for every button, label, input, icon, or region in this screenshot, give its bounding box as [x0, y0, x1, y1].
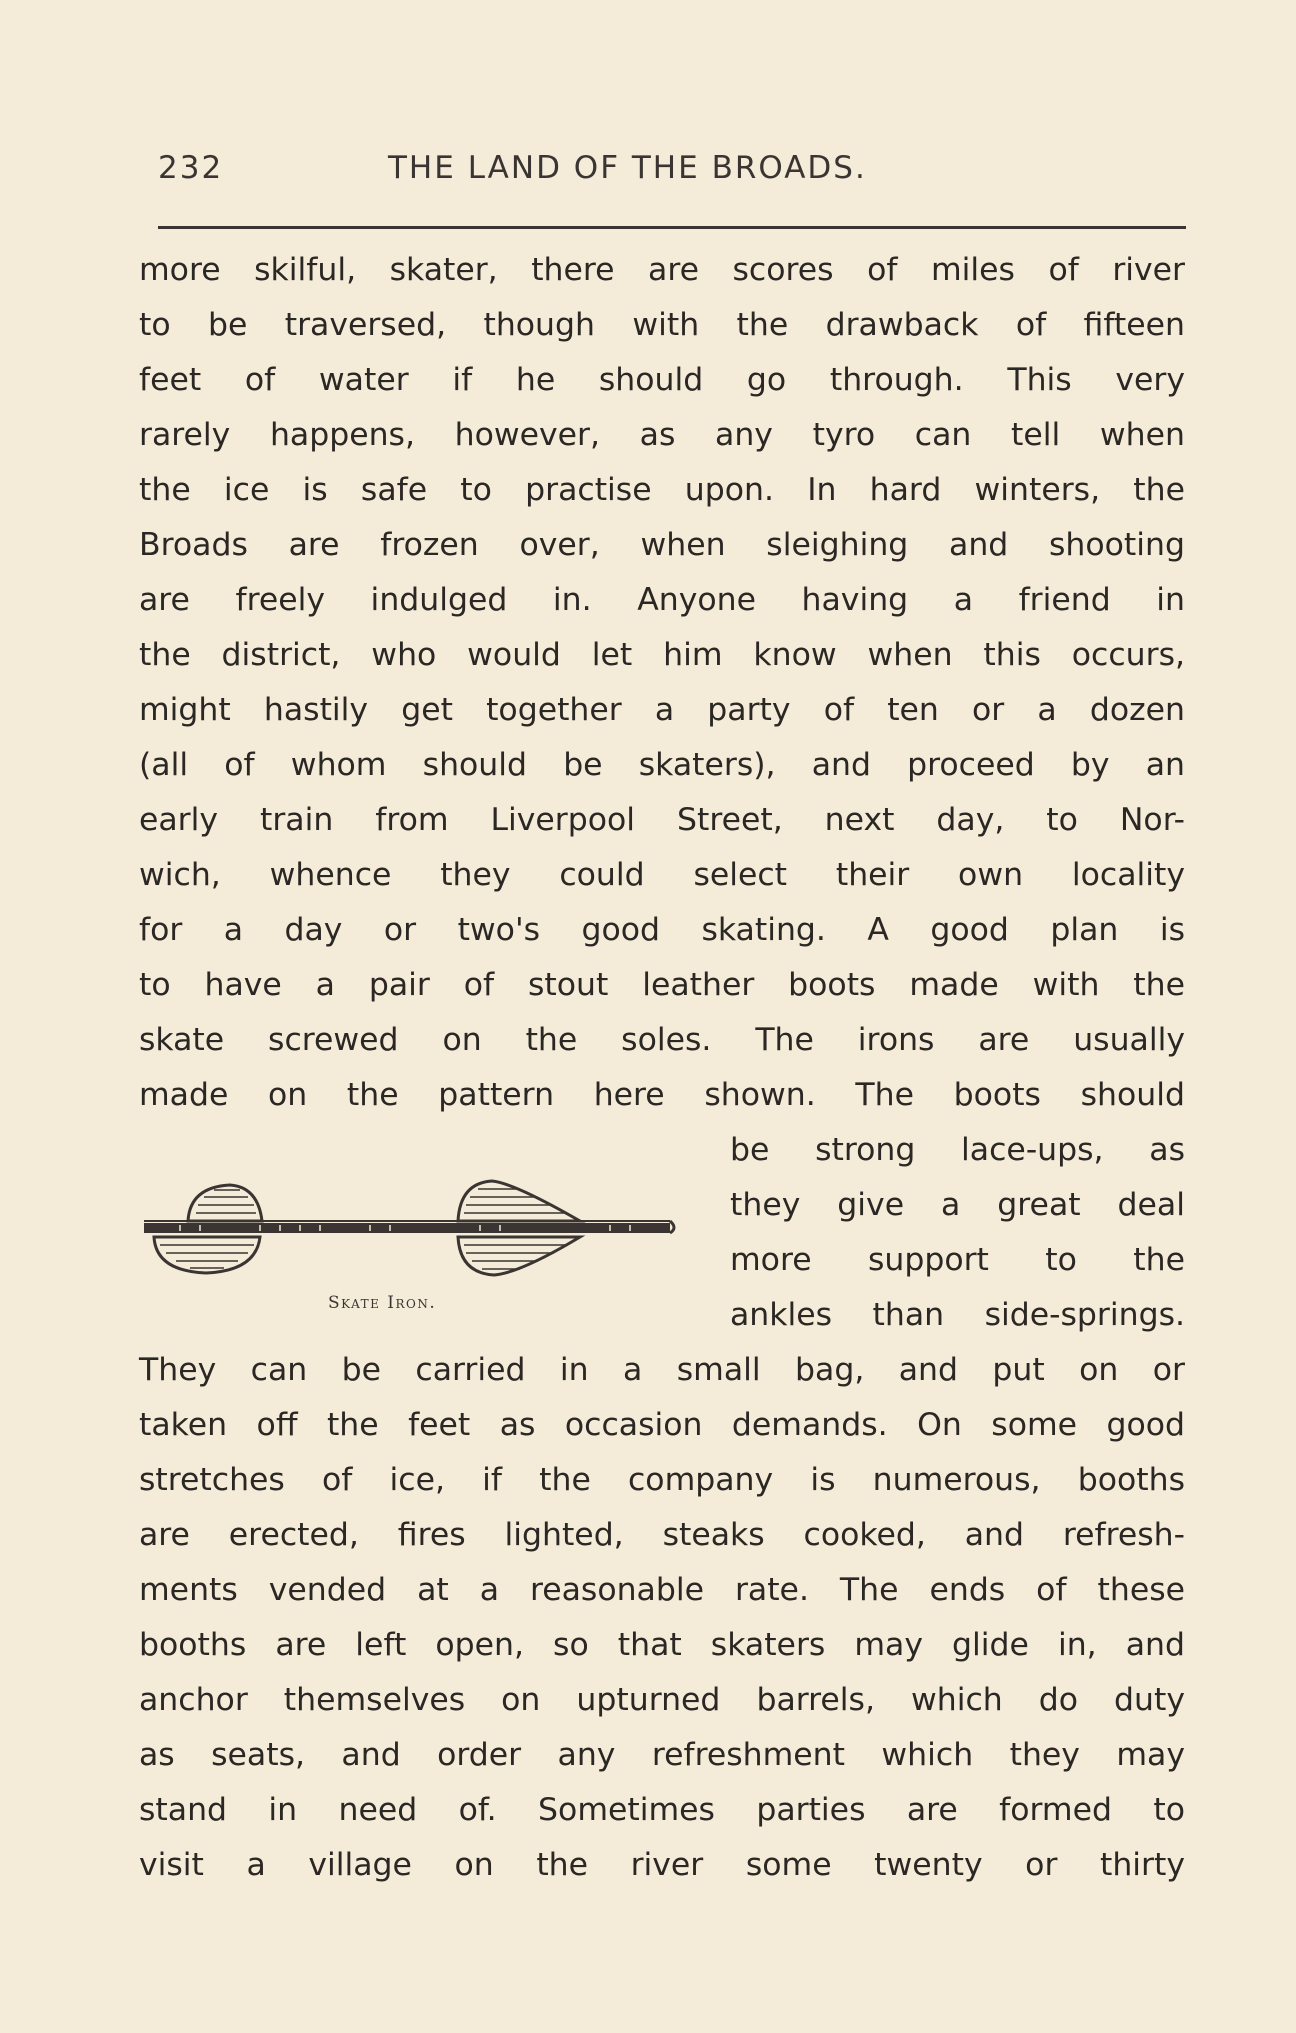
page-number: 232: [158, 150, 224, 186]
text-line: ments vended at a reasonable rate. The ends of these: [139, 1572, 1185, 1608]
toe-plate-top: [458, 1181, 580, 1221]
text-line: booths are left open, so that skaters may glide in, and: [139, 1627, 1185, 1663]
text-line: early train from Liverpool Street, next day, to Nor-: [139, 802, 1185, 838]
text-line: made on the pattern here shown. The boots should: [139, 1077, 1185, 1113]
side-text-line: more support to the: [730, 1242, 1185, 1278]
text-line: anchor themselves on upturned barrels, which do duty: [139, 1682, 1185, 1718]
text-line: They can be carried in a small bag, and put on or: [139, 1352, 1185, 1388]
skate-blade: [144, 1223, 670, 1233]
text-line: as seats, and order any refreshment which they may: [139, 1737, 1185, 1773]
running-title: THE LAND OF THE BROADS.: [388, 150, 867, 186]
text-line: stand in need of. Sometimes parties are formed to: [139, 1792, 1185, 1828]
running-header: [158, 150, 1198, 210]
text-line: rarely happens, however, as any tyro can tell when: [139, 417, 1185, 453]
text-line: (all of whom should be skaters), and proceed by an: [139, 747, 1185, 783]
text-line: more skilful, skater, there are scores of miles of river: [139, 252, 1185, 288]
text-line: are erected, fires lighted, steaks cooked, and refresh-: [139, 1517, 1185, 1553]
text-line: to have a pair of stout leather boots made with the: [139, 967, 1185, 1003]
text-line: taken off the feet as occasion demands. On some good: [139, 1407, 1185, 1443]
text-line: might hastily get together a party of ten or a dozen: [139, 692, 1185, 728]
text-line: to be traversed, though with the drawback of fifteen: [139, 307, 1185, 343]
text-line: visit a village on the river some twenty or thirty: [139, 1847, 1185, 1883]
figure-caption: Skate Iron.: [328, 1293, 437, 1313]
header-rule: [158, 226, 1186, 229]
text-line: the district, who would let him know when this occurs,: [139, 637, 1185, 673]
text-line: for a day or two's good skating. A good plan is: [139, 912, 1185, 948]
side-text-line: they give a great deal: [730, 1187, 1185, 1223]
text-line: are freely indulged in. Anyone having a friend in: [139, 582, 1185, 618]
text-line: Broads are frozen over, when sleighing and shooting: [139, 527, 1185, 563]
text-line: feet of water if he should go through. This very: [139, 362, 1185, 398]
text-line: stretches of ice, if the company is numerous, booths: [139, 1462, 1185, 1498]
side-text-line: ankles than side-springs.: [730, 1297, 1185, 1333]
text-line: skate screwed on the soles. The irons are usually: [139, 1022, 1185, 1058]
text-line: the ice is safe to practise upon. In hard winters, the: [139, 472, 1185, 508]
side-text-line: be strong lace-ups, as: [730, 1132, 1185, 1168]
text-line: wich, whence they could select their own locality: [139, 857, 1185, 893]
